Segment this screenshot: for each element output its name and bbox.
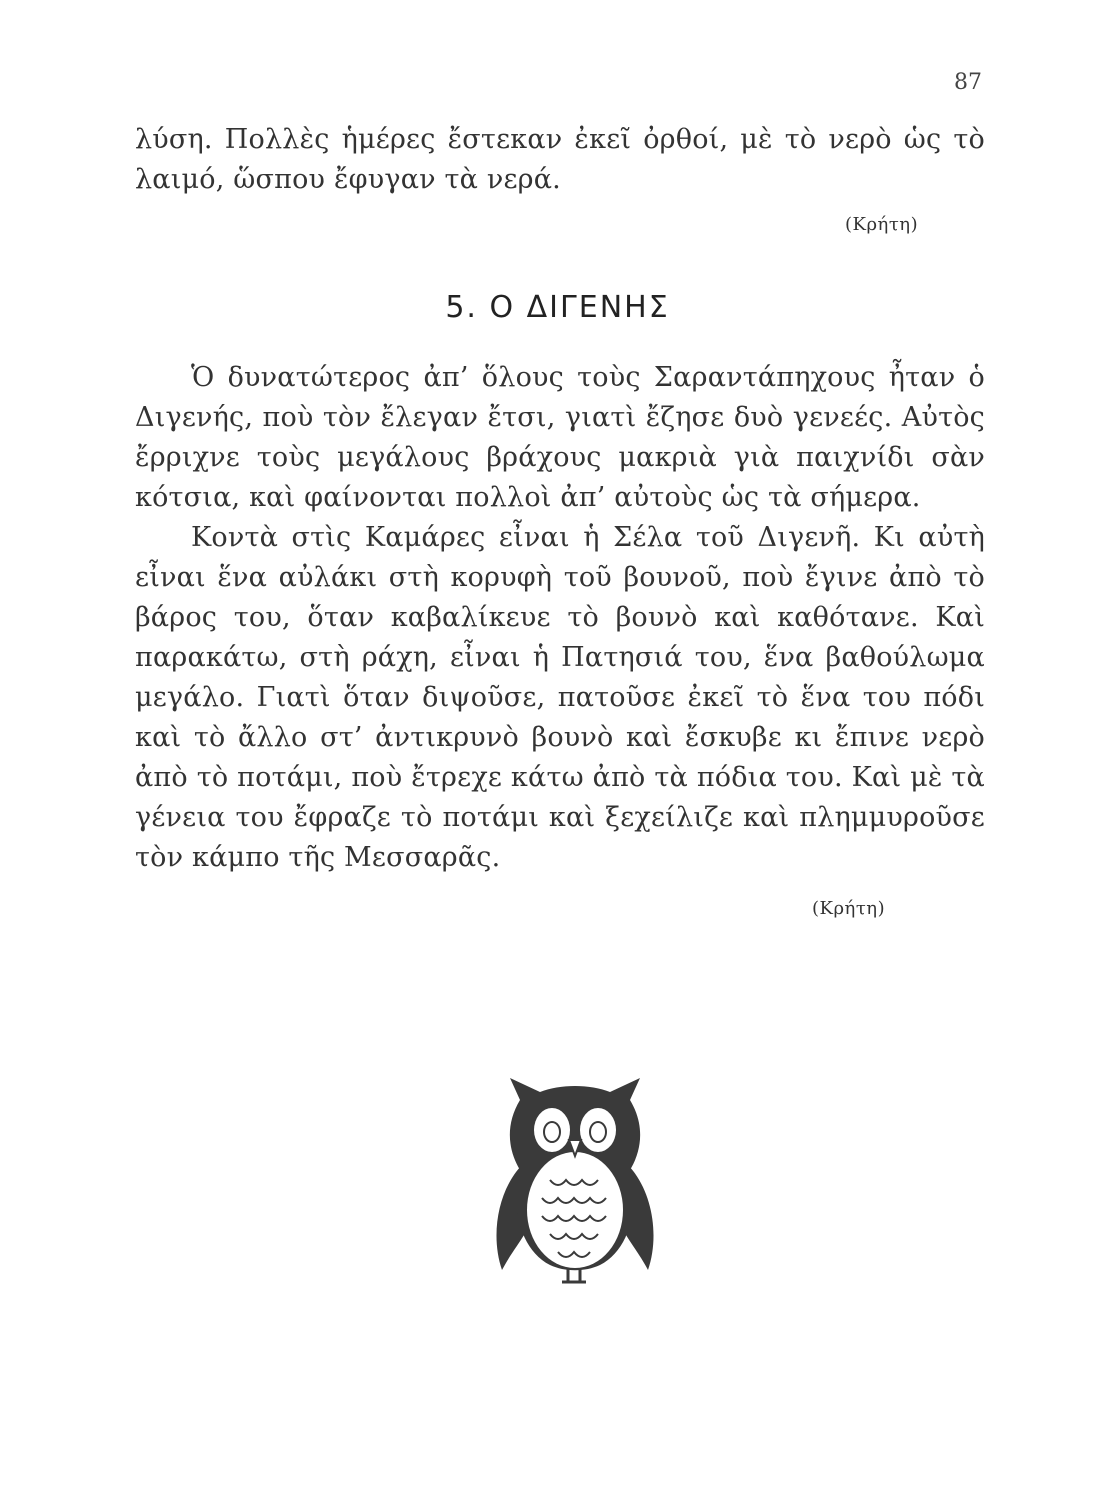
intro-paragraph [135, 120, 985, 200]
owl-left-pupil [544, 1122, 560, 1142]
section-title: 5. Ο ΔΙΓΕΝΗΣ [445, 290, 670, 325]
source-label-1: (Κρήτη) [845, 214, 919, 235]
paragraph-1: Ὁ δυνατώτερος ἀπ’ ὅλους τοὺς Σαραντάπηχους ἦταν ὁ Διγενής, ποὺ τὸν ἔλεγαν ἔτσι, γιατὶ ἔζησε δυὸ γενεές. Αὐτὸς ἔρριχνε τοὺς μεγάλους βράχους μακριὰ γιὰ παιχνίδι σὰν κότσια, καὶ φαίνονται πολλοὶ ἀπ’ αὐτοὺς ὡς τὰ σήμερα. [135, 362, 985, 513]
owl-icon [480, 1070, 670, 1290]
intro-text: λύση. Πολλὲς ἡμέρες ἔστεκαν ἐκεῖ ὀρθοί, μὲ τὸ νερὸ ὡς τὸ λαιμό, ὥσπου ἔφυγαν τὰ νερά. [135, 124, 985, 195]
source-label-2: (Κρήτη) [812, 898, 886, 919]
page-number: 87 [954, 70, 982, 95]
paragraph-2: Κοντὰ στὶς Καμάρες εἶναι ἡ Σέλα τοῦ Διγενῆ. Κι αὐτὴ εἶναι ἕνα αὐλάκι στὴ κορυφὴ τοῦ βουνοῦ, ποὺ ἔγινε ἀπὸ τὸ βάρος του, ὅταν καβαλίκευε τὸ βουνὸ καὶ καθότανε. Καὶ παρακάτω, στὴ ράχη, εἶναι ἡ Πατησιά του, ἕνα βαθούλωμα μεγάλο. Γιατὶ ὅταν διψοῦσε, πατοῦσε ἐκεῖ τὸ ἕνα του πόδι καὶ τὸ ἄλλο στ’ ἀντικρυνὸ βουνὸ καὶ ἔσκυβε κι ἔπινε νερὸ ἀπὸ τὸ ποτάμι, ποὺ ἔτρεχε κάτω ἀπὸ τὰ πόδια του. Καὶ μὲ τὰ γένεια του ἔφραζε τὸ ποτάμι καὶ ξεχείλιζε καὶ πλημμυροῦσε τὸν κάμπο τῆς Μεσσαρᾶς. [135, 522, 985, 873]
body-text [135, 358, 985, 878]
owl-belly [527, 1152, 623, 1268]
owl-right-pupil [590, 1122, 606, 1142]
